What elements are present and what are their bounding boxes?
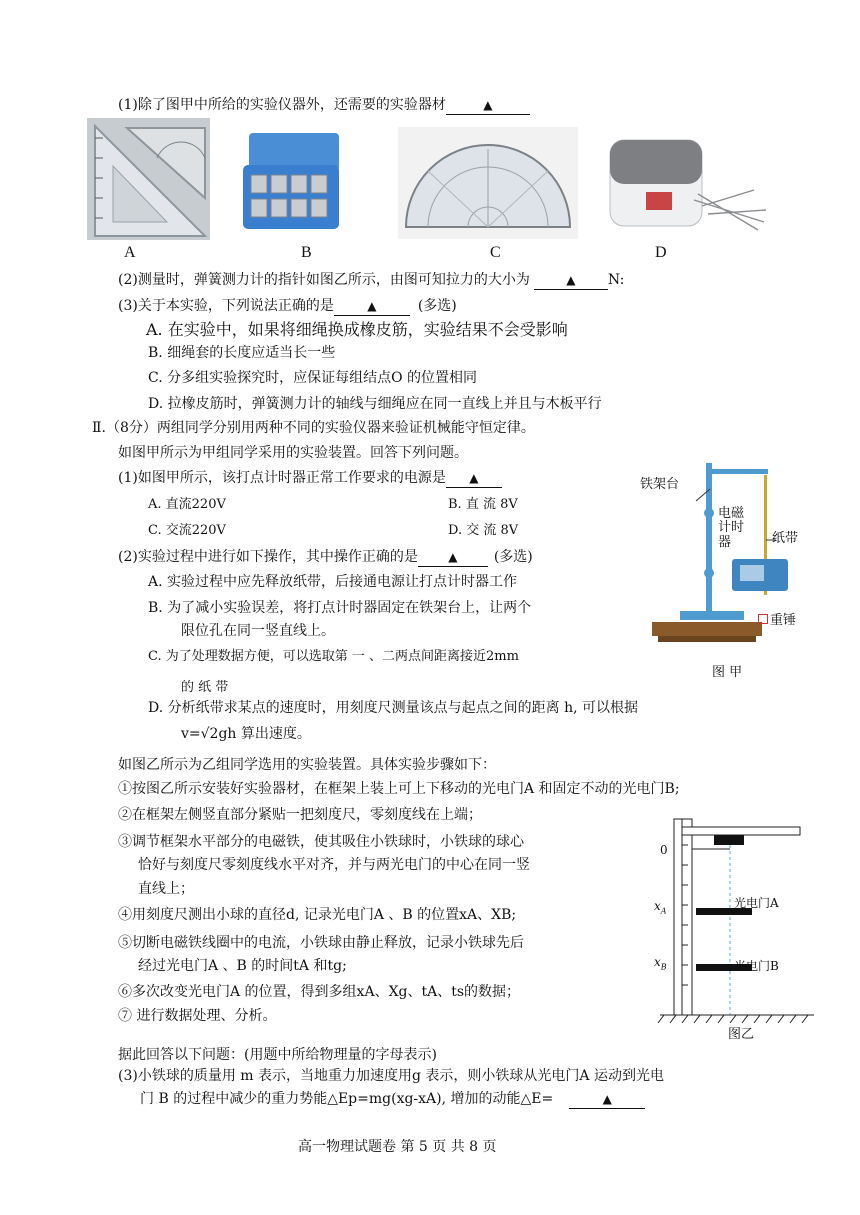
label-gate-a: 光电门A bbox=[734, 896, 779, 910]
step-3: ③调节框架水平部分的电磁铁，使其吸住小铁球时，小铁球的球心 bbox=[118, 834, 524, 850]
option-b: B. 细绳套的长度应适当长一些 bbox=[148, 345, 336, 361]
option-c: C. 分多组实验探究时，应保证每组结点O 的位置相同 bbox=[148, 370, 478, 386]
answer-blank[interactable]: ▲ bbox=[569, 1091, 645, 1109]
intro-text: 如图甲所示为甲组同学采用的实验装置。回答下列问题。 bbox=[118, 445, 468, 461]
step-3-cont: 恰好与刻度尺零刻度线水平对齐，并与两光电门的中心在同一竖 bbox=[138, 857, 530, 873]
protractor-image bbox=[398, 127, 578, 239]
step-4: ④用刻度尺测出小球的直径d, 记录光电门A 、B 的位置xA、XB; bbox=[118, 907, 517, 923]
answer-blank[interactable]: ▲ bbox=[446, 470, 502, 488]
question-3: (3)关于本实验，下列说法正确的是 ▲ (多选) bbox=[118, 298, 457, 314]
image-label-c: C bbox=[490, 244, 501, 261]
image-label-a: A bbox=[124, 244, 136, 261]
step-5: ⑤切断电磁铁线圈中的电流，小铁球由静止释放，记录小铁球先后 bbox=[118, 935, 524, 951]
figure-b-caption: 图乙 bbox=[728, 1027, 755, 1042]
op-option-b: B. 为了减小实验误差，将打点计时器固定在铁架台上，让两个 bbox=[148, 600, 532, 616]
figure-a-caption: 图 甲 bbox=[712, 665, 743, 680]
op-option-d: D. 分析纸带求某点的速度时，用刻度尺测量该点与起点之间的距离 h, 可以根据 bbox=[148, 700, 638, 716]
question-ii-3-cont: 门 B 的过程中减少的重力势能△Ep=mg(xg-xA), 增加的动能△E= ▲ bbox=[140, 1091, 645, 1109]
weights-box-image bbox=[235, 125, 345, 237]
answer-blank[interactable]: ▲ bbox=[534, 272, 608, 290]
label-timer: 电磁 计时 器 bbox=[718, 506, 745, 550]
option-a: A. 在实验中，如果将细绳换成橡皮筋，实验结果不会受影响 bbox=[146, 320, 568, 339]
figure-b-apparatus bbox=[650, 815, 820, 1045]
image-label-b: B bbox=[301, 244, 312, 261]
op-option-d-cont: v=√2gh 算出速度。 bbox=[181, 726, 311, 742]
pins-jar-image bbox=[598, 130, 770, 236]
step-7: ⑦ 进行数据处理、分析。 bbox=[118, 1008, 277, 1024]
op-option-c-cont: 的 纸 带 bbox=[181, 680, 229, 695]
figure-a-apparatus bbox=[640, 455, 810, 685]
label-weight: 重锤 bbox=[758, 613, 796, 629]
label-xb: $x_B$ bbox=[654, 955, 667, 972]
step-6: ⑥多次改变光电门A 的位置，得到多组xA、Xg、tA、ts的数据； bbox=[118, 984, 521, 1000]
step-3-cont2: 直线上； bbox=[138, 881, 194, 897]
label-xa: $x_A$ bbox=[654, 899, 667, 916]
option-d: D. 拉橡皮筋时，弹簧测力计的轴线与细绳应在同一直线上并且与木板平行 bbox=[148, 396, 602, 412]
label-paper-tape: 纸带 bbox=[772, 531, 799, 546]
question-ii-3: (3)小铁球的质量用 m 表示，当地重力加速度用g 表示，则小铁球从光电门A 运动到光电 bbox=[118, 1068, 664, 1084]
answer-blank[interactable]: ▲ bbox=[446, 97, 530, 115]
power-option-d: D. 交 流 8V bbox=[448, 523, 519, 538]
question-2: (2)测量时，弹簧测力计的指针如图乙所示，由图可知拉力的大小为 ▲ N: bbox=[118, 272, 625, 288]
question-ii-2: (2)实验过程中进行如下操作，其中操作正确的是 ▲ (多选) bbox=[118, 549, 533, 565]
page-footer: 高一物理试题卷 第 5 页 共 8 页 bbox=[298, 1139, 497, 1155]
power-option-b: B. 直 流 8V bbox=[448, 497, 518, 512]
label-gate-b: 光电门B bbox=[734, 959, 779, 973]
op-option-b-cont: 限位孔在同一竖直线上。 bbox=[181, 623, 335, 639]
op-option-c: C. 为了处理数据方便，可以选取第 一 、二两点间距离接近2mm bbox=[148, 649, 519, 664]
set-square-image bbox=[87, 118, 210, 240]
answer-blank[interactable]: ▲ bbox=[418, 549, 488, 567]
label-zero: 0 bbox=[660, 843, 668, 857]
answer-blank[interactable]: ▲ bbox=[334, 298, 410, 316]
label-iron-stand: 铁架台 bbox=[640, 477, 680, 492]
step-5-cont: 经过光电门A 、B 的时间tA 和tg; bbox=[138, 958, 347, 974]
answer-intro: 据此回答以下问题：(用题中所给物理量的字母表示) bbox=[118, 1047, 437, 1063]
step-1: ①按图乙所示安装好实验器材，在框架上装上可上下移动的光电门A 和固定不动的光电门B; bbox=[118, 781, 680, 797]
power-option-c: C. 交流220V bbox=[148, 523, 226, 538]
op-option-a: A. 实验过程中应先释放纸带，后接通电源让打点计时器工作 bbox=[148, 574, 518, 590]
step-2: ②在框架左侧竖直部分紧贴一把刻度尺，零刻度线在上端； bbox=[118, 807, 482, 823]
power-option-a: A. 直流220V bbox=[148, 497, 226, 512]
intro-text-2: 如图乙所示为乙组同学选用的实验装置。具体实验步骤如下： bbox=[118, 757, 496, 773]
section-heading: Ⅱ.（8分）两组同学分别用两种不同的实验仪器来验证机械能守恒定律。 bbox=[92, 420, 535, 436]
question-ii-1: (1)如图甲所示，该打点计时器正常工作要求的电源是 ▲ bbox=[118, 470, 502, 488]
image-label-d: D bbox=[655, 244, 667, 261]
question-1: (1)除了图甲中所给的实验仪器外，还需要的实验器材 ▲ bbox=[118, 97, 530, 115]
